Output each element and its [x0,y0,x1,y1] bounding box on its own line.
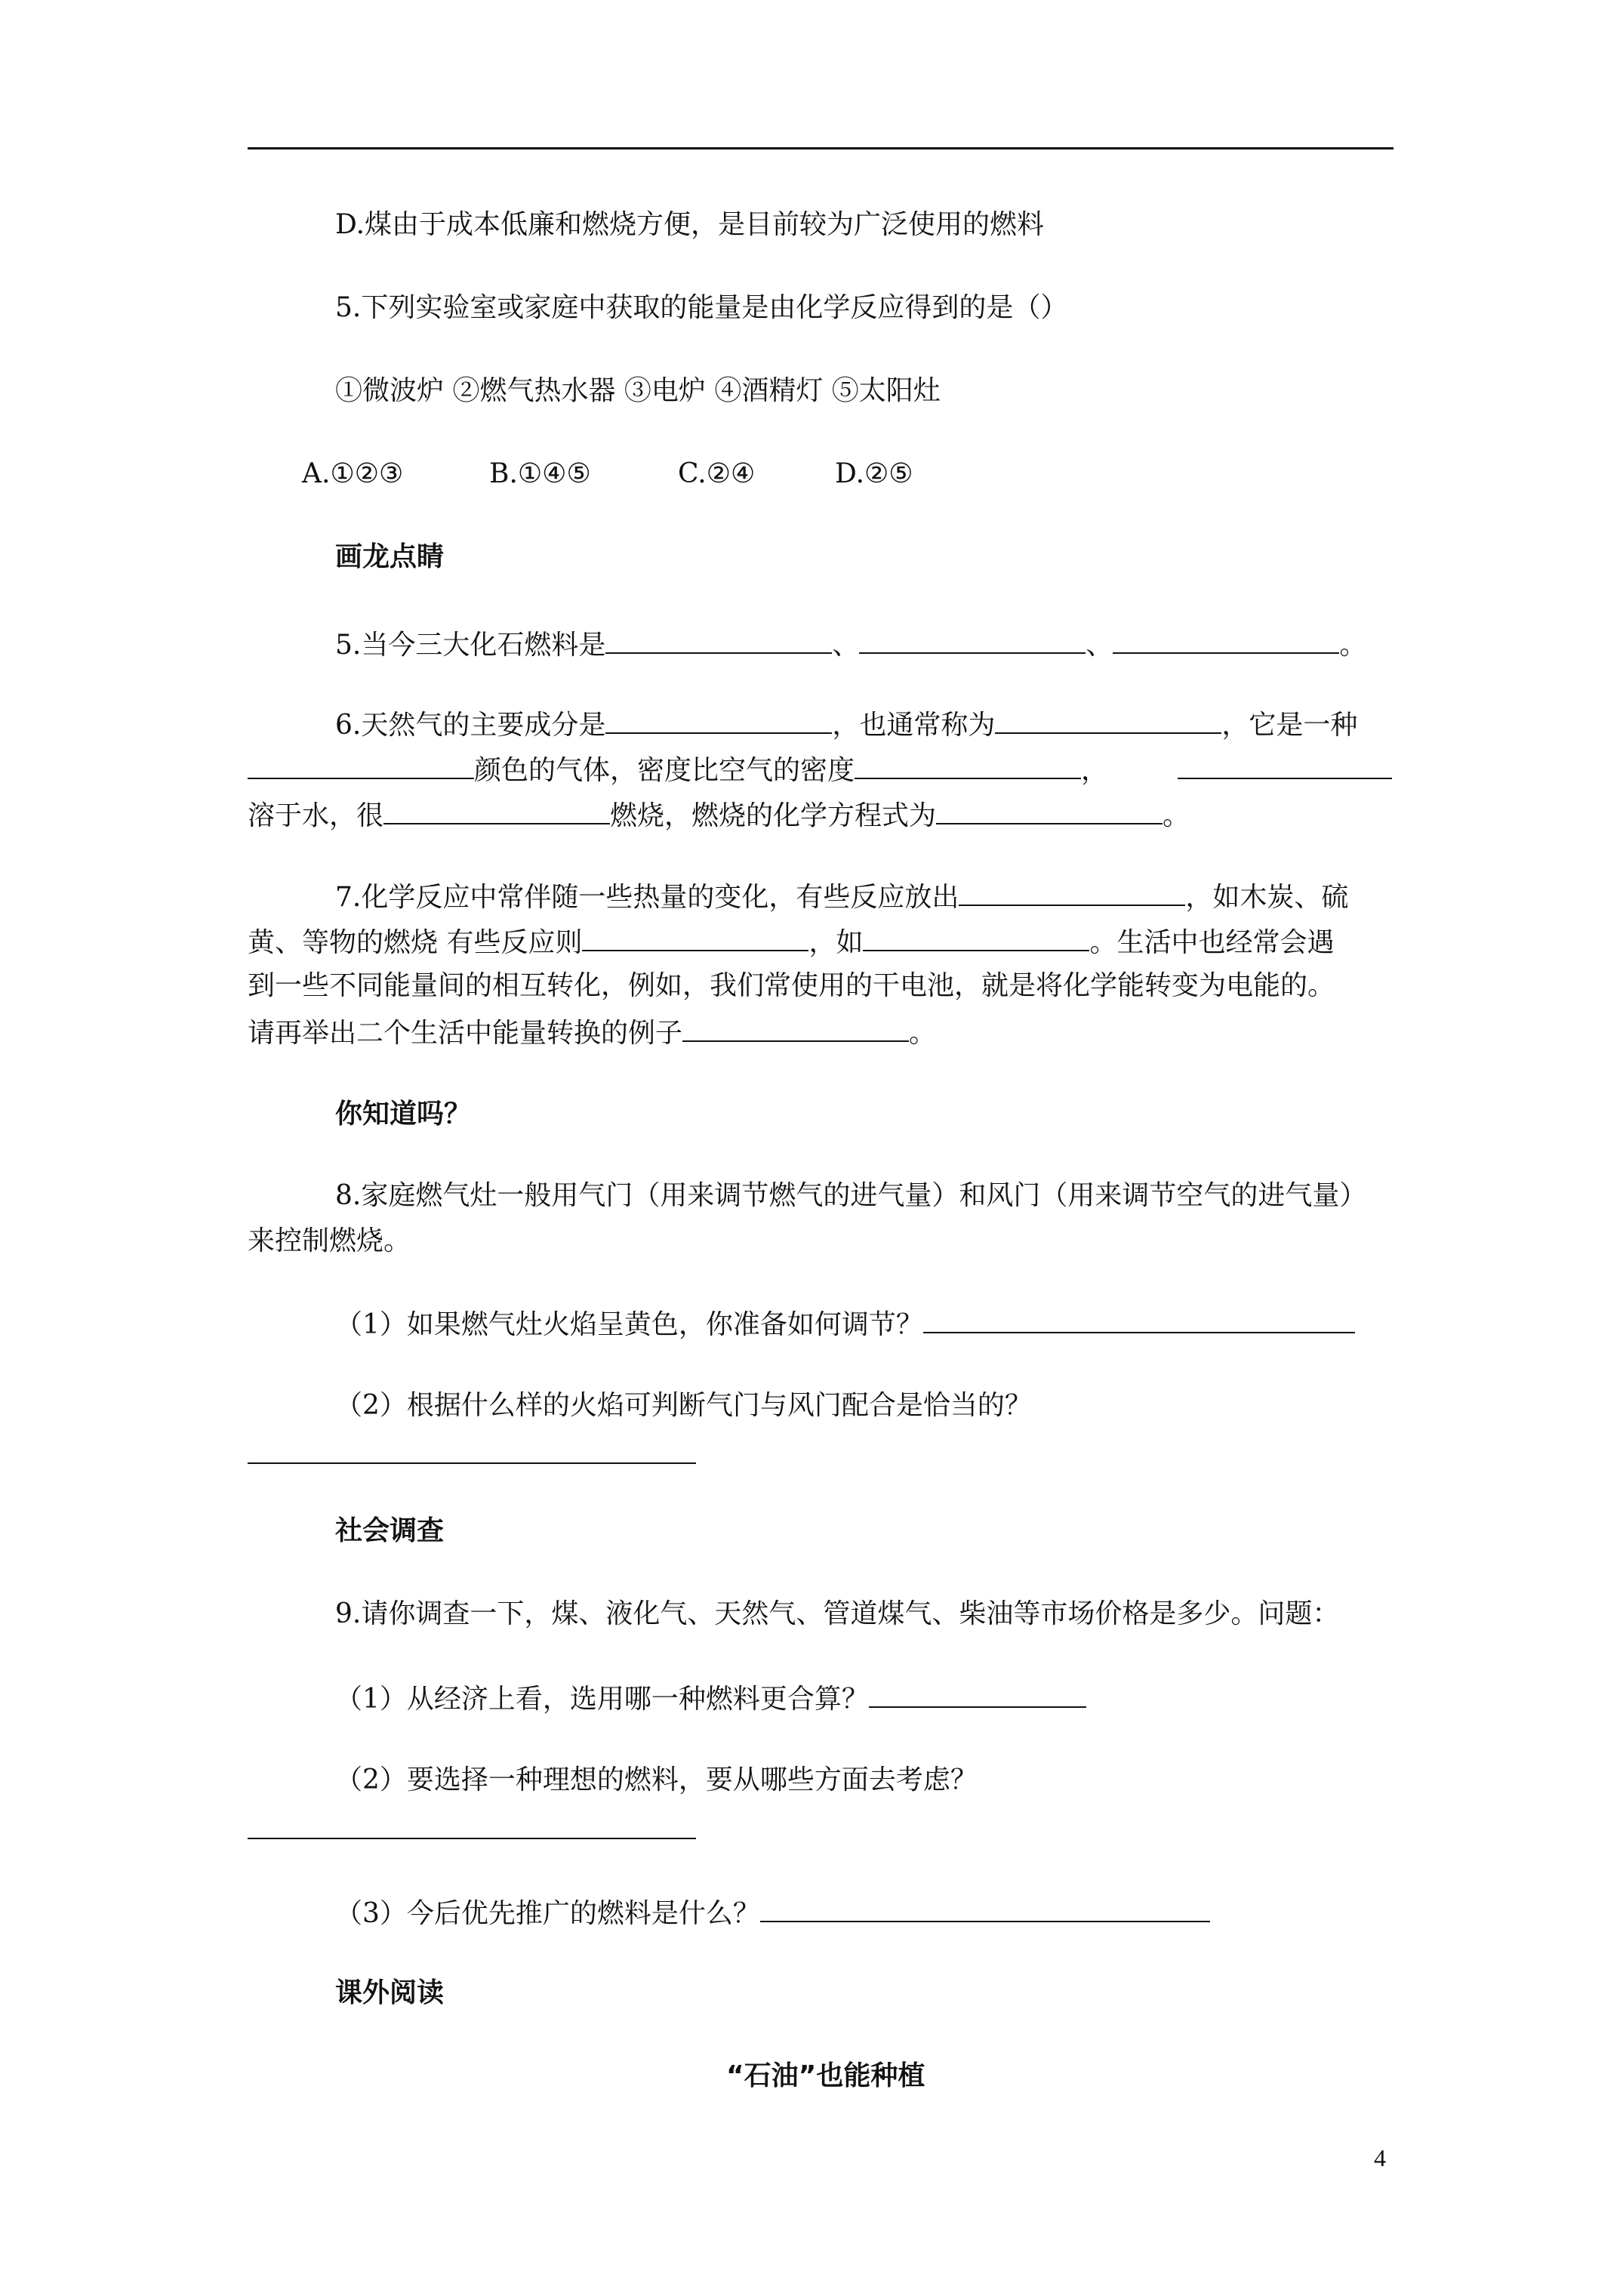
section-heading-doyouknow: 你知道吗？ [335,1099,472,1130]
q6-part6: 溶于水，很 [248,800,384,831]
section-heading-hualong: 画龙点睛 [335,541,445,572]
q9-sub1-text: （1）从经济上看，选用哪一种燃料更合算？ [335,1684,869,1715]
q7-part1: 7.化学反应中常伴随一些热量的变化，有些反应放出 [335,882,959,913]
q6-part8: 。 [1163,800,1190,831]
answer-line[interactable] [248,1838,696,1839]
q4-option-d: D.煤由于成本低廉和燃烧方便，是目前较为广泛使用的燃料 [335,209,1045,240]
q6-line2 [248,749,1392,791]
section-heading-reading: 课外阅读 [335,1977,445,2008]
q6-line1 [335,704,1357,745]
q9-sub3-text: （3）今后优先推广的燃料是什么？ [335,1898,760,1929]
answer-blank[interactable] [995,704,1221,734]
q8-sub1 [335,1303,1355,1345]
answer-blank[interactable] [936,794,1163,824]
q5b-sep2: 、 [1086,630,1113,661]
q9-sub1 [335,1678,1086,1719]
q8-line1: 8.家庭燃气灶一般用气门（用来调节燃气的进气量）和风门（用来调节空气的进气量） [335,1180,1367,1211]
q5a-option-b: B.①④⑤ [489,458,591,489]
q6-part4: 颜色的气体，密度比空气的密度 [474,755,855,786]
q5a-option-a: A.①②③ [302,458,404,489]
q5b-sep1: 、 [832,630,860,661]
reading-title: “石油”也能种植 [726,2060,925,2091]
q8-line2: 来控制燃烧。 [248,1225,411,1256]
answer-blank[interactable] [605,704,832,734]
q6-part2: ，也通常称为 [832,710,996,741]
q6-part3: ，它是一种 [1221,710,1358,741]
answer-blank[interactable] [605,624,832,654]
q7-line3: 到一些不同能量间的相互转化，例如，我们常使用的干电池，就是将化学能转变为电能的。 [248,970,1335,1001]
answer-blank[interactable] [859,624,1086,654]
q9-stem: 9.请你调查一下，煤、液化气、天然气、管道煤气、柴油等市场价格是多少。问题： [335,1598,1340,1629]
q9-sub2-text: （2）要选择一种理想的燃料，要从哪些方面去考虑？ [335,1764,978,1795]
header-rule [248,147,1394,149]
answer-blank[interactable] [863,921,1089,951]
answer-blank[interactable] [383,794,610,824]
q5a-option-c: C.②④ [678,458,756,489]
answer-blank[interactable] [923,1303,1355,1333]
q5a-items: ①微波炉 ②燃气热水器 ③电炉 ④酒精灯 ⑤太阳灶 [335,375,941,406]
answer-blank[interactable] [1178,749,1392,779]
q8-sub2-text: （2）根据什么样的火焰可判断气门与风门配合是恰当的？ [335,1390,1032,1421]
q7-part6: 请再举出二个生活中能量转换的例子 [248,1018,683,1049]
q7-part2: ，如木炭、硫 [1185,882,1349,913]
page-number: 4 [1374,2144,1386,2171]
q7-line1 [335,876,1348,917]
answer-blank[interactable] [959,876,1185,906]
answer-blank[interactable] [1113,624,1339,654]
q7-part7: 。 [909,1018,937,1049]
answer-line[interactable] [248,1462,696,1464]
q7-line4 [248,1012,936,1053]
q5b-line [335,624,1366,665]
section-heading-survey: 社会调查 [335,1515,445,1546]
q6-part1: 6.天然气的主要成分是 [335,710,606,741]
q9-sub3 [335,1892,1210,1934]
answer-blank[interactable] [248,749,474,779]
answer-blank[interactable] [682,1012,909,1042]
q7-line2 [248,921,1334,963]
q5b-end: 。 [1339,630,1367,661]
q8-sub1-text: （1）如果燃气灶火焰呈黄色，你准备如何调节？ [335,1309,923,1340]
answer-blank[interactable] [855,749,1081,779]
q6-part7: 燃烧，燃烧的化学方程式为 [610,800,937,831]
q5a-option-d: D.②⑤ [835,458,913,489]
q5a-stem: 5.下列实验室或家庭中获取的能量是由化学反应得到的是（） [335,292,1068,323]
answer-blank[interactable] [582,921,808,951]
q5b-text: 5.当今三大化石燃料是 [335,630,606,661]
q6-part5: ， [1081,755,1109,786]
answer-blank[interactable] [760,1892,1210,1922]
q7-part5: 。生活中也经常会遇 [1089,927,1335,958]
q7-part3: 黄、等物的燃烧 有些反应则 [248,927,583,958]
answer-blank[interactable] [869,1678,1086,1708]
q7-part4: ，如 [808,927,864,958]
q6-line3 [248,794,1190,836]
